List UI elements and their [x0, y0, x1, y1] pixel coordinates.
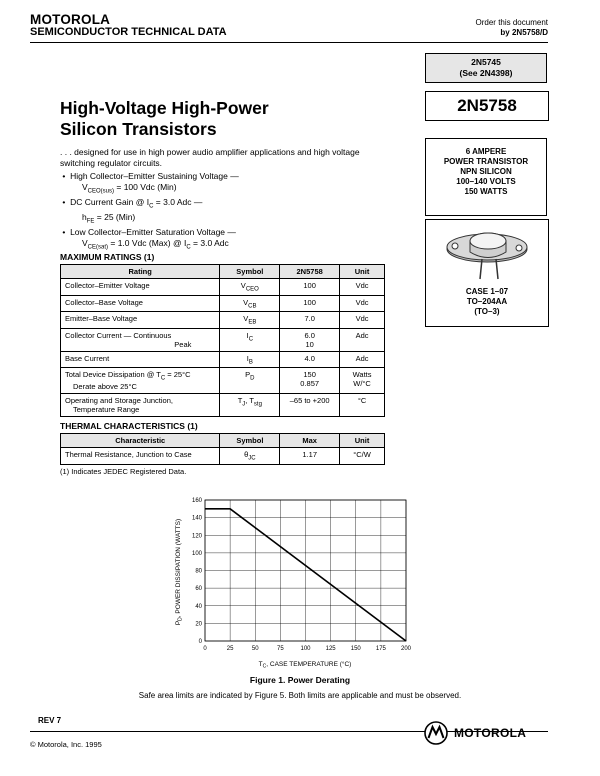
table-row: Operating and Storage Junction, Temperature Range $T_J$, $T_{stg}$ –65 to +200 °C [61, 393, 385, 416]
y-tick-label: 60 [195, 586, 202, 593]
thermal-table [60, 433, 385, 465]
thermal-title: THERMAL CHARACTERISTICS (1) [60, 421, 198, 431]
col-header: Unit [340, 265, 385, 279]
table-row: Emitter–Base Voltage $V_{EB}$ 7.0 Vdc [61, 312, 385, 329]
title-line1: High-Voltage High-Power [60, 98, 269, 118]
alt-part-1: 2N5745 [471, 57, 501, 67]
specs-box [425, 138, 547, 216]
col-header: Symbol [220, 265, 280, 279]
safe-area-note: Safe area limits are indicated by Figure 5. Both limits are applicable and must be observed. [138, 691, 462, 700]
spec-line: 100–140 VOLTS [456, 177, 516, 186]
figure-caption: Figure 1. Power Derating [249, 675, 351, 685]
x-tick-label: 200 [400, 646, 412, 652]
feature-item: • DC Current Gain @ $I_C = 3.0$ Adc — [60, 196, 203, 210]
table-row: Thermal Resistance, Junction to Case $\theta_{JC}$ 1.17 °C/W [61, 448, 385, 465]
spec-line: 150 WATTS [464, 187, 508, 196]
col-header: Symbol [220, 434, 280, 448]
feature-detail: $h_{FE} = 25$ (Min) [82, 211, 136, 225]
table-row: Collector Current — Continuous Peak $I_C$ 6.0 10 Adc [61, 328, 385, 351]
table-header-row [61, 434, 385, 448]
table-header-row [61, 265, 385, 279]
header-subtitle: SEMICONDUCTOR TECHNICAL DATA [30, 26, 227, 38]
case-line: CASE 1–07 [465, 287, 509, 296]
header-rule [30, 42, 548, 43]
y-tick-label: 140 [191, 515, 202, 522]
y-tick-label: 20 [195, 621, 202, 628]
title-line2: Silicon Transistors [60, 119, 217, 139]
x-tick-label: 175 [375, 646, 386, 652]
table-row: Total Device Dissipation @ $T_C = 25^\circ C$ Derate above 25°C $P_D$ 150 0.857 Watts W/°C [61, 368, 385, 394]
y-tick-label: 100 [191, 550, 202, 557]
x-axis-label: $T_C$, CASE TEMPERATURE (°C) [258, 661, 352, 670]
copyright: © Motorola, Inc. 1995 [30, 740, 102, 749]
x-tick-label: 25 [226, 646, 234, 652]
col-header: Unit [340, 434, 385, 448]
feature-detail: $V_{CE(sat)} = 1.0$ Vdc (Max) @ $I_C = 3.0$ Adc [82, 237, 229, 251]
to3-package-image [442, 225, 532, 281]
footnote: (1) Indicates JEDEC Registered Data. [60, 467, 187, 476]
max-ratings-table [60, 264, 385, 417]
table-row: Base Current $I_B$ 4.0 Adc [61, 351, 385, 368]
alt-part-2: (See 2N4398) [459, 68, 513, 78]
intro-text: . . . designed for use in high power audio amplifier applications and high voltage switching regulator circuits. [60, 147, 360, 168]
col-header: Rating [61, 265, 220, 279]
y-tick-label: 80 [195, 568, 202, 575]
spec-line: NPN SILICON [460, 167, 512, 176]
x-tick-label: 100 [300, 646, 311, 652]
case-line: TO–204AA [466, 297, 508, 306]
alt-part-box [425, 53, 547, 83]
y-tick-label: 160 [191, 498, 202, 504]
feature-item: • Low Collector–Emitter Saturation Voltage — [60, 227, 236, 238]
y-tick-label: 0 [198, 639, 202, 645]
table-row: Collector–Base Voltage $V_{CB}$ 100 Vdc [61, 295, 385, 312]
motorola-logo-icon [424, 721, 448, 745]
part-number: 2N5758 [457, 96, 517, 115]
y-axis-label: $P_D$, POWER DISSIPATION (WATTS) [175, 518, 184, 626]
header-brand: MOTOROLA [30, 12, 111, 27]
order-line1: Order this document [475, 18, 548, 27]
spec-line: 6 AMPERE [465, 147, 507, 156]
x-tick-label: 75 [277, 646, 284, 652]
y-tick-label: 120 [191, 533, 202, 540]
part-number-box [425, 91, 549, 121]
order-line2: by 2N5758/D [500, 28, 548, 37]
case-line: (TO–3) [474, 307, 500, 316]
x-tick-label: 50 [251, 646, 259, 652]
spec-line: POWER TRANSISTOR [443, 157, 529, 166]
footer-brand: MOTOROLA [454, 726, 527, 740]
max-ratings-title: MAXIMUM RATINGS (1) [60, 252, 155, 262]
case-box [425, 219, 549, 327]
document-title [60, 98, 269, 140]
feature-detail: $V_{CEO(sus)} = 100$ Vdc (Min) [82, 181, 177, 195]
power-derating-chart [150, 490, 450, 670]
x-tick-label: 150 [350, 646, 361, 652]
col-header: 2N5758 [280, 265, 340, 279]
x-tick-label: 125 [325, 646, 336, 652]
feature-list [60, 171, 400, 253]
x-tick-label: 0 [203, 646, 207, 652]
table-row: Collector–Emitter Voltage $V_{CEO}$ 100 Vdc [61, 279, 385, 296]
revision: REV 7 [38, 716, 62, 725]
y-tick-label: 40 [195, 603, 202, 610]
col-header: Characteristic [61, 434, 220, 448]
feature-item: • High Collector–Emitter Sustaining Voltage — [60, 171, 239, 181]
order-info [476, 18, 548, 38]
col-header: Max [280, 434, 340, 448]
